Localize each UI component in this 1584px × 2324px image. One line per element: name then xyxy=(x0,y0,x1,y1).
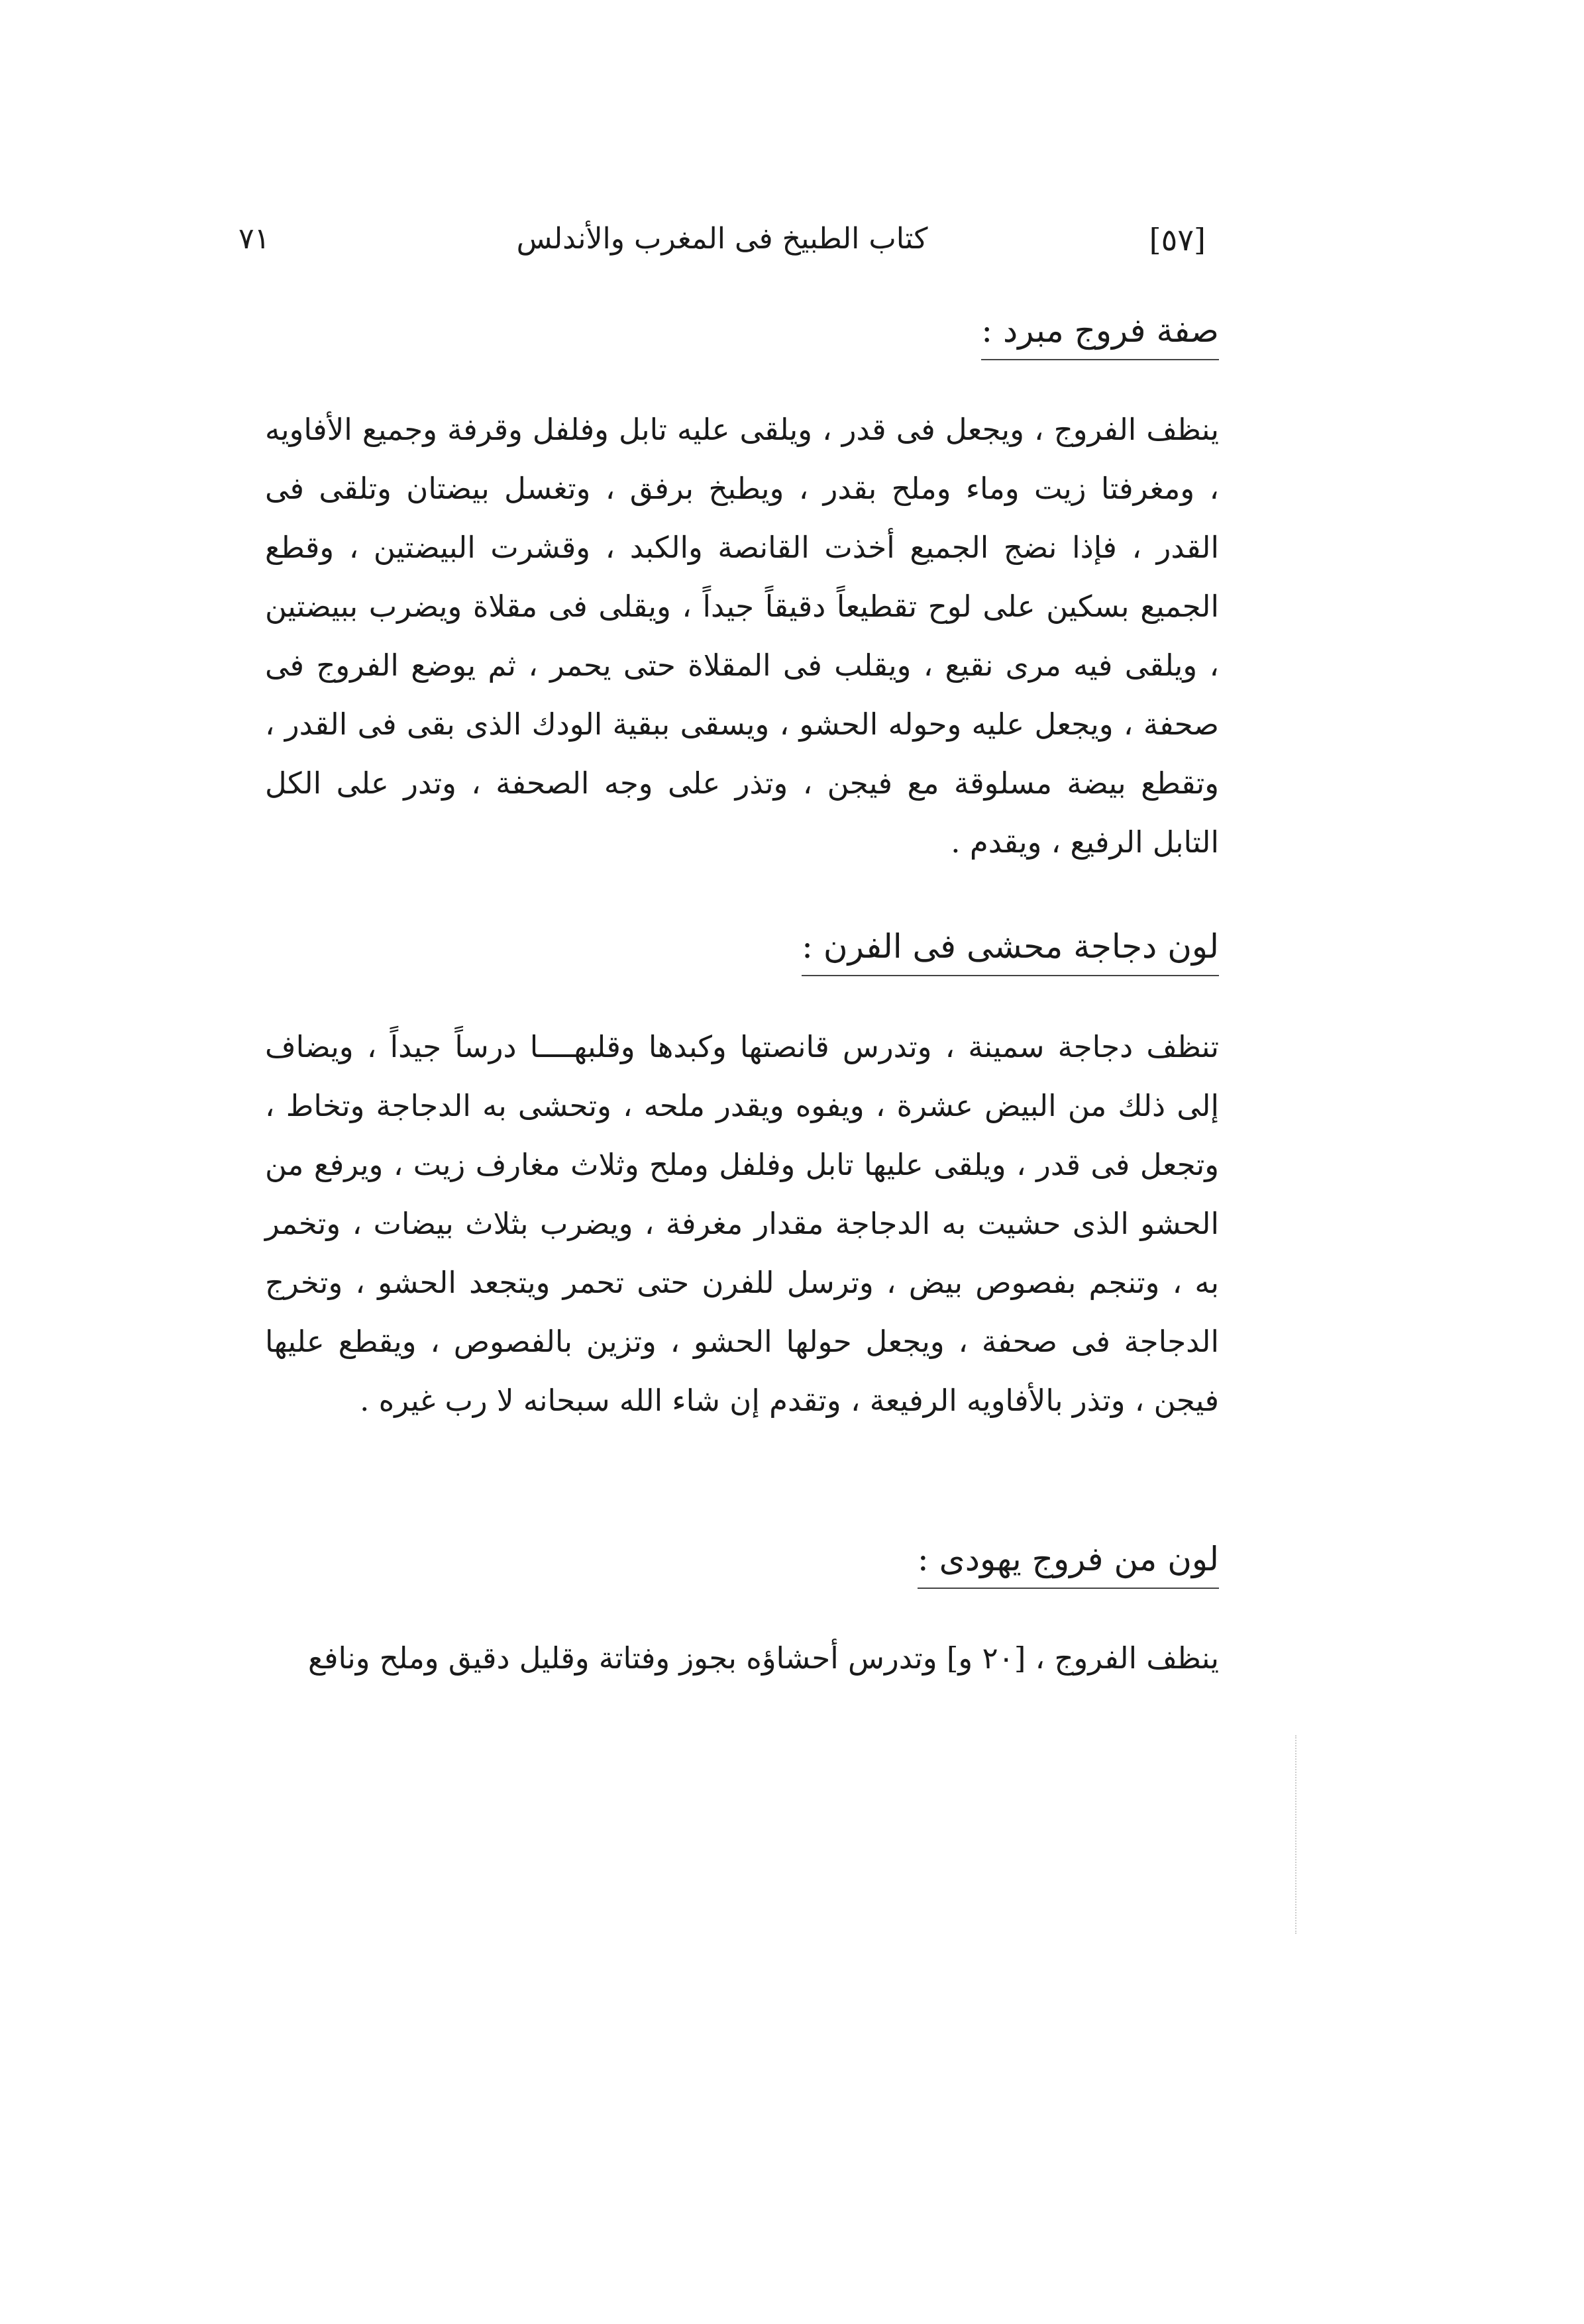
recipe-text: ينظف الفروج ، ويجعل فى قدر ، ويلقى عليه تابل وفلفل وقرفة وجميع الأفاويه ، ومغرفتا زيت وماء وملح بقدر ، ويطبخ برفق ، وتغسل بيضتان وتلقى فى القدر ، فإذا نضج الجميع أخذت القانصة والكبد ، وقشرت البيضتين ، وقطع الجميع بسكين على لوح تقطيعاً دقيقاً جيداً ، ويقلى فى مقلاة ويضرب ببيضتين ، ويلقى فيه مرى نقيع ، ويقلب فى المقلاة حتى يحمر ، ثم يوضع الفروج فى صحفة ، ويجعل عليه وحوله الحشو ، ويسقى ببقية الودك الذى بقى فى القدر ، وتقطع بيضة مسلوقة مع فيجن ، وتذر على وجه الصحفة ، وتدر على الكل التابل الرفيع ، ويقدم . xyxy=(265,412,1219,860)
recipe-section-2 xyxy=(265,927,1219,1430)
scan-artifact xyxy=(1295,1735,1298,1934)
recipe-heading: صفة فروج مبرد : xyxy=(981,311,1219,360)
recipe-section-1 xyxy=(265,311,1219,872)
page-number: ٧١ xyxy=(238,222,270,256)
running-title: كتاب الطبيخ فى المغرب والأندلس xyxy=(516,222,928,256)
recipe-section-3 xyxy=(265,1540,1219,1688)
recipe-heading: لون دجاجة محشى فى الفرن : xyxy=(802,927,1219,976)
recipe-heading: لون من فروج يهودى : xyxy=(918,1540,1219,1589)
page-header xyxy=(238,222,1206,275)
recipe-text: ينظف الفروج ، [٢٠ و] وتدرس أحشاؤه بجوز وفتاتة وقليل دقيق وملح ونافع xyxy=(308,1641,1219,1676)
folio-reference: [٥٧] xyxy=(1149,222,1206,258)
recipe-text: تنظف دجاجة سمينة ، وتدرس قانصتها وكبدها وقلبهــــا درساً جيداً ، ويضاف إلى ذلك من البيض عشرة ، ويفوه ويقدر ملحه ، وتحشى به الدجاجة وتخاط ، وتجعل فى قدر ، ويلقى عليها تابل وفلفل وملح وثلاث مغارف زيت ، ويرفع من الحشو الذى حشيت به الدجاجة مقدار مغرفة ، ويضرب بثلاث بيضات ، وتخمر به ، وتنجم بفصوص بيض ، وترسل للفرن حتى تحمر ويتجعد الحشو ، وتخرج الدجاجة فى صحفة ، ويجعل حولها الحشو ، وتزين بالفصوص ، ويقطع عليها فيجن ، وتذر بالأفاويه الرفيعة ، وتقدم إن شاء الله سبحانه لا رب غيره . xyxy=(265,1029,1219,1418)
